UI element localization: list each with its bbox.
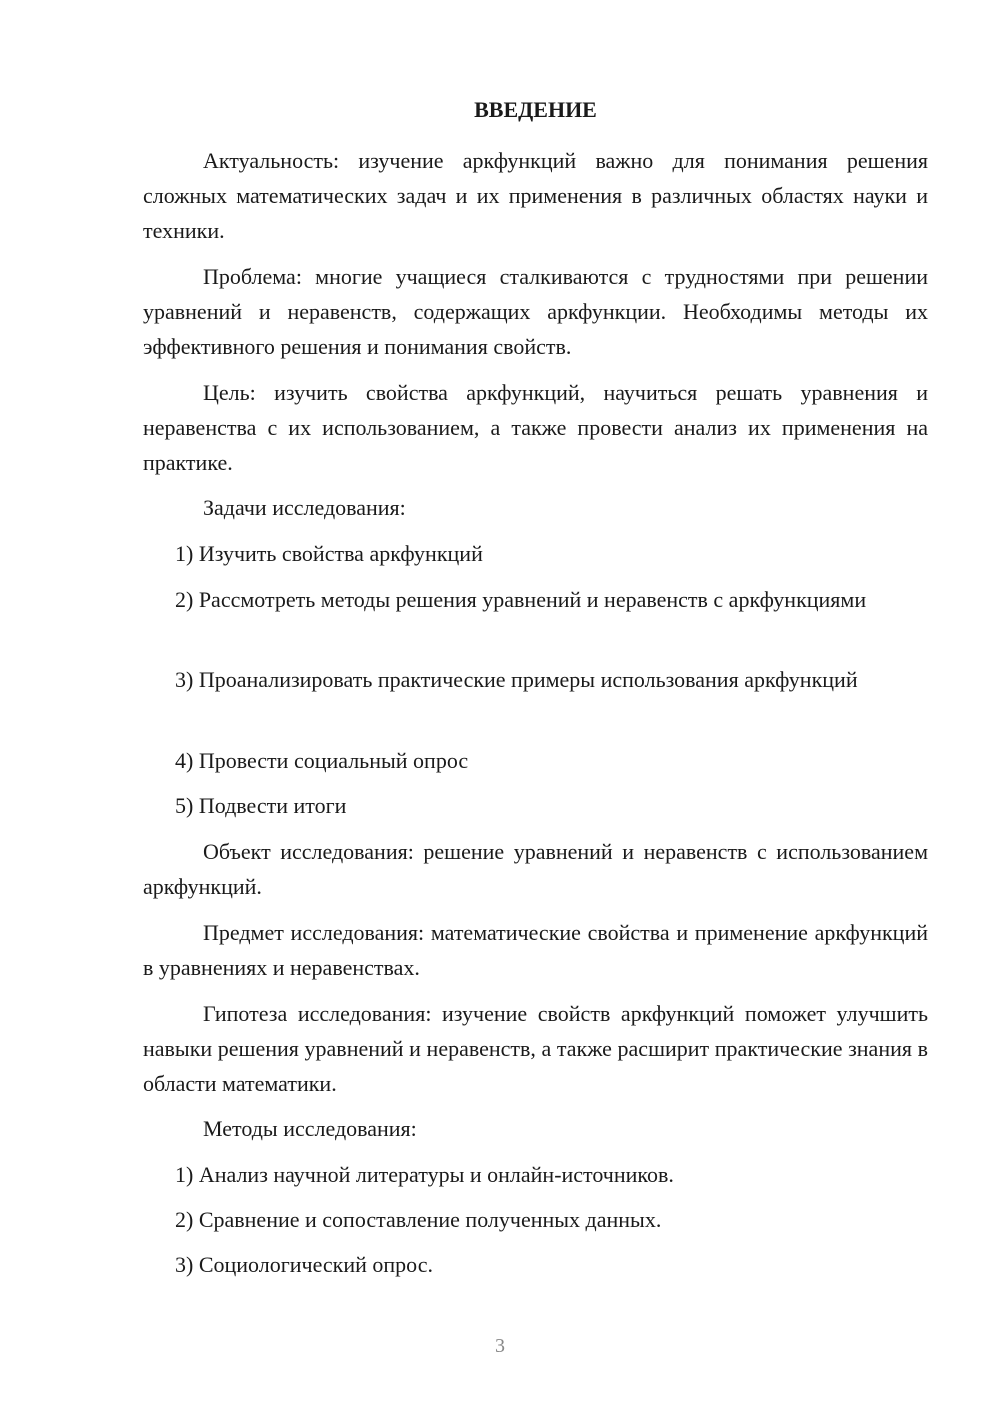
task-item: 3) Проанализировать практические примеры использования аркфункций bbox=[175, 667, 858, 692]
subject-paragraph: Предмет исследования: математические свойства и применение аркфункций в уравнениях и неравенствах. bbox=[143, 920, 928, 980]
goal-paragraph: Цель: изучить свойства аркфункций, научиться решать уравнения и неравенства с их использованием, а также провести анализ их применения на практике. bbox=[143, 380, 928, 475]
method-item: 2) Сравнение и сопоставление полученных данных. bbox=[175, 1207, 662, 1232]
problem-paragraph: Проблема: многие учащиеся сталкиваются с трудностями при решении уравнений и неравенств, содержащих аркфункции. Необходимы методы их эффективного решения и понимания свойств. bbox=[143, 264, 928, 359]
task-item: 2) Рассмотреть методы решения уравнений и неравенств с аркфункциями bbox=[175, 587, 867, 612]
task-item: 1) Изучить свойства аркфункций bbox=[175, 541, 483, 566]
page-number: 3 bbox=[495, 1335, 505, 1357]
relevance-paragraph: Актуальность: изучение аркфункций важно для понимания решения сложных математических задач и их применения в различных областях науки и техники. bbox=[143, 148, 928, 243]
methods-heading: Методы исследования: bbox=[203, 1116, 417, 1141]
task-item: 4) Провести социальный опрос bbox=[175, 748, 469, 773]
tasks-heading: Задачи исследования: bbox=[203, 495, 406, 520]
method-item: 1) Анализ научной литературы и онлайн-источников. bbox=[175, 1162, 674, 1187]
method-item: 3) Социологический опрос. bbox=[175, 1252, 433, 1277]
section-title: ВВЕДЕНИЕ bbox=[474, 97, 597, 122]
object-paragraph: Объект исследования: решение уравнений и неравенств с использованием аркфункций. bbox=[143, 839, 928, 899]
task-item: 5) Подвести итоги bbox=[175, 793, 347, 818]
hypothesis-paragraph: Гипотеза исследования: изучение свойств аркфункций поможет улучшить навыки решения уравнений и неравенств, а также расширит практические знания в области математики. bbox=[143, 1001, 928, 1096]
